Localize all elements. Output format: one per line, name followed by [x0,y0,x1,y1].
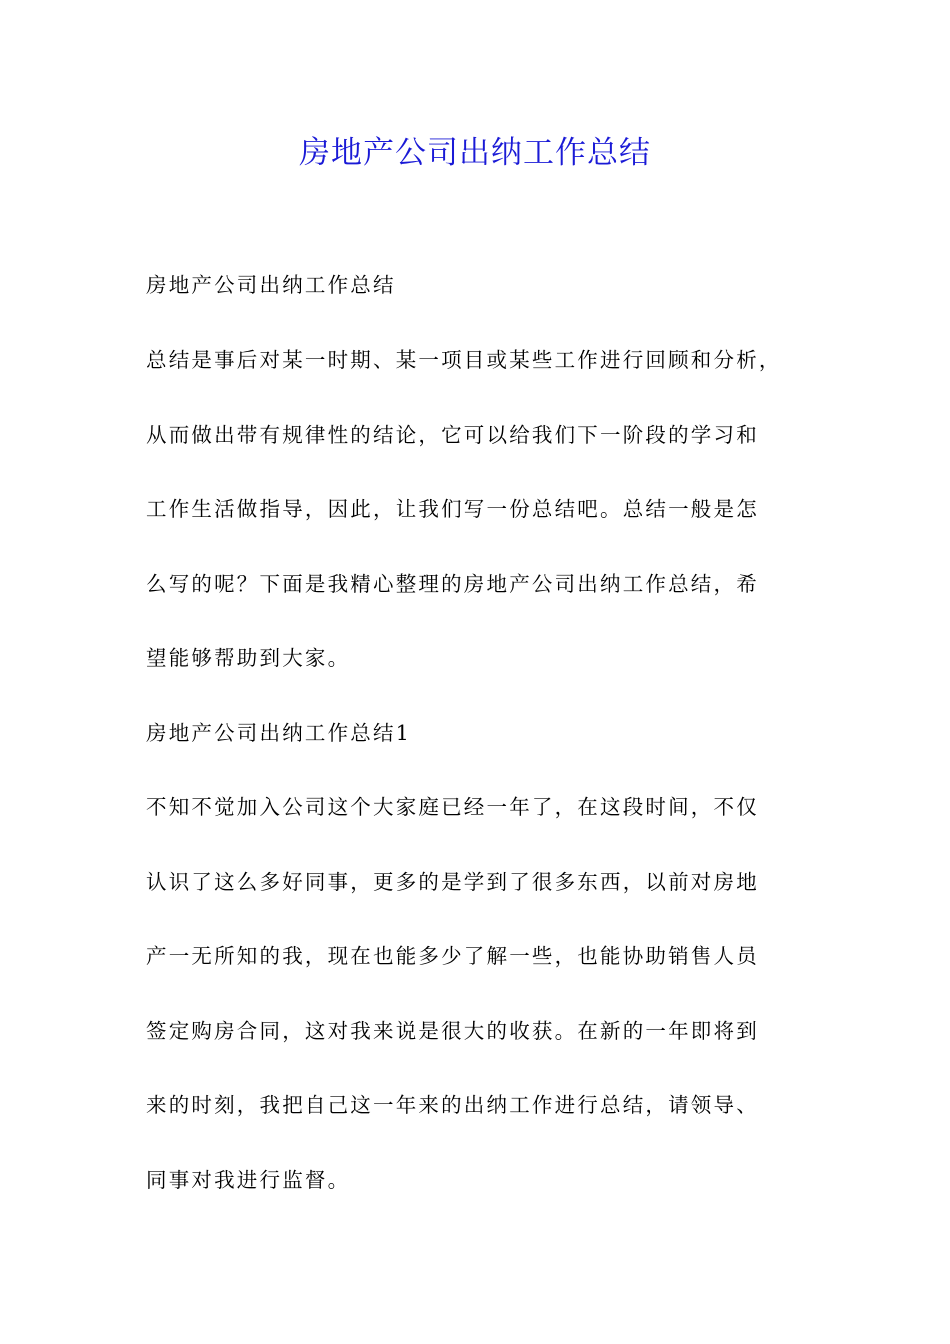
paragraph-line: 产一无所知的我，现在也能多少了解一些，也能协助销售人员 [146,944,759,968]
section-heading: 房地产公司出纳工作总结 [146,273,396,297]
paragraph-line: 总结是事后对某一时期、某一项目或某些工作进行回顾和分析， [146,348,782,372]
paragraph-line: 么写的呢？下面是我精心整理的房地产公司出纳工作总结，希 [146,572,759,596]
section-heading: 房地产公司出纳工作总结1 [146,721,411,745]
paragraph-line: 望能够帮助到大家。 [146,646,351,670]
paragraph-line: 工作生活做指导，因此，让我们写一份总结吧。总结一般是怎 [146,497,759,521]
document-title: 房地产公司出纳工作总结 [299,135,651,171]
paragraph-line: 不知不觉加入公司这个大家庭已经一年了，在这段时间，不仅 [146,795,759,819]
paragraph-line: 同事对我进行监督。 [146,1168,351,1192]
paragraph-line: 来的时刻，我把自己这一年来的出纳工作进行总结，请领导、 [146,1093,759,1117]
paragraph-line: 认识了这么多好同事，更多的是学到了很多东西，以前对房地 [146,870,759,894]
paragraph-line: 从而做出带有规律性的结论，它可以给我们下一阶段的学习和 [146,423,759,447]
paragraph-line: 签定购房合同，这对我来说是很大的收获。在新的一年即将到 [146,1019,759,1043]
